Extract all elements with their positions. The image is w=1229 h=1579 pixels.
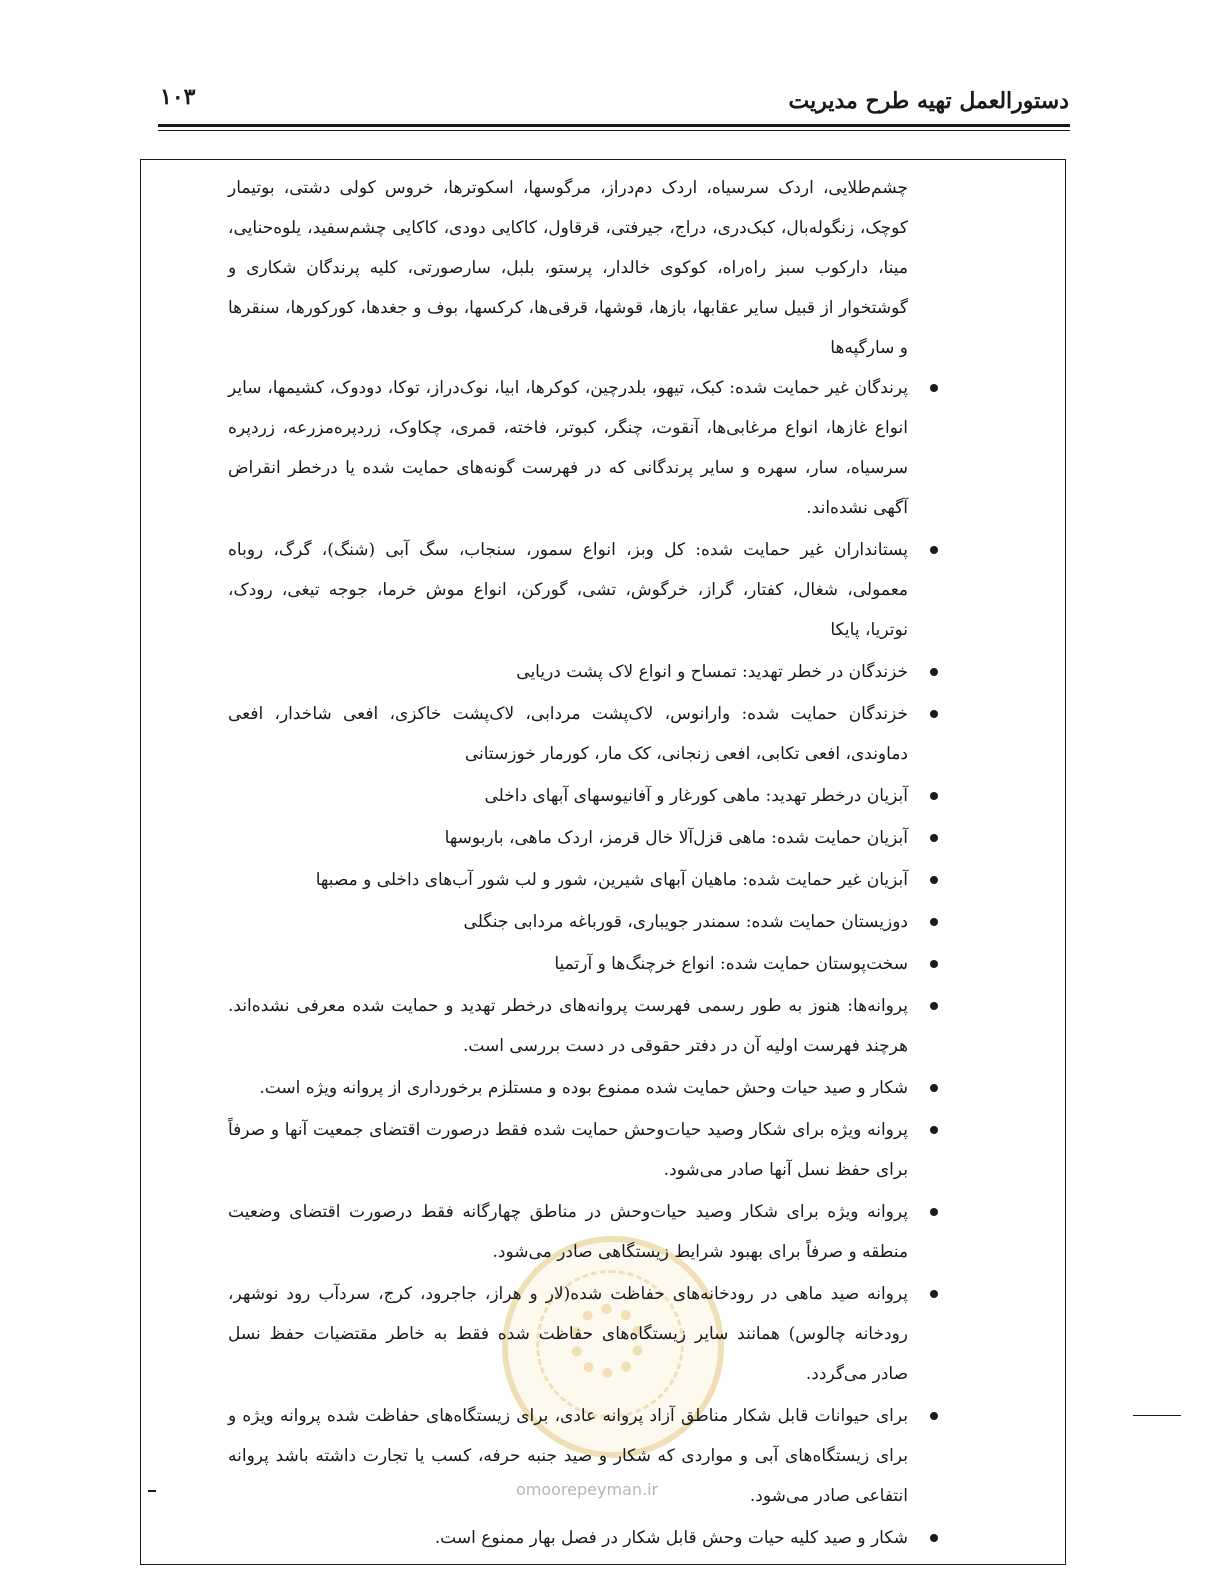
page-number: ۱۰۳ (160, 84, 196, 110)
bullet-icon (930, 792, 938, 800)
list-item-text: دوزیستان حمایت شده: سمندر جویباری، قورباغه مردابی جنگلی (463, 912, 908, 932)
list-item-text: آبزیان حمایت شده: ماهی قزل‌آلا خال قرمز، اردک ماهی، باربوسها (444, 828, 908, 848)
list-item-text: پستانداران غیر حمایت شده: کل وبز، انواع سمور، سنجاب، سگ آبی (شنگ)، گرگ، روباه معمولی، شغال، کفتار، گراز، خرگوش، تشی، گورکن، انواع موش خرما، جوجه تیغی، رودک، نوتریا، پایکا (228, 540, 908, 640)
header-rule-thin (158, 130, 1070, 131)
watermark-url: omoorepeyman.ir (516, 1480, 659, 1499)
list-item-text: آبزیان غیر حمایت شده: ماهیان آبهای شیرین، شور و لب شور آب‌های داخلی و مصبها (315, 870, 908, 890)
bullet-icon (930, 1412, 938, 1420)
edge-mark (1133, 1415, 1181, 1416)
bullet-icon (930, 1290, 938, 1298)
list-item (228, 652, 908, 692)
list-item-text: پرندگان غیر حمایت شده: کبک، تیهو، بلدرچین، کوکرها، ابیا، نوک‌دراز، توکا، دودوک، کشیمها، سایر انواع غازها، انواع مرغابی‌ها، آنقوت، چنگر، کبوتر، فاخته، قمری، چکاوک، زردپره‌مزرعه، زردپره سرسیاه، سار، سهره و سایر پرندگانی که در فهرست گونه‌های حمایت شده یا درخطر انقراض آگهی نشده‌اند. (228, 378, 908, 518)
list-item-text: خزندگان در خطر تهدید: تمساح و انواع لاک پشت دریایی (516, 662, 908, 682)
bullet-icon (930, 1084, 938, 1092)
list-item (228, 1192, 908, 1272)
list-item (228, 902, 908, 942)
bullet-icon (930, 668, 938, 676)
list-item-text: پروانه‌ها: هنوز به طور رسمی فهرست پروانه‌های درخطر تهدید و حمایت شده معرفی نشده‌اند. هرچند فهرست اولیه آن در دفتر حقوقی در دست بررسی است. (228, 996, 908, 1056)
bullet-icon (930, 834, 938, 842)
bullet-icon (930, 710, 938, 718)
list-item (228, 530, 908, 650)
list-item-text: خزندگان حمایت شده: وارانوس، لاک‌پشت مردابی، لاک‌پشت خاکزی، افعی شاخدار، افعی دماوندی، افعی تکابی، افعی زنجانی، کک مار، کورمار خوزستانی (228, 704, 908, 764)
list-item-text: پروانه صید ماهی در رودخانه‌های حفاظت شده(لار و هراز، جاجرود، کرج، سردآب رود نوشهر، رودخانه چالوس) همانند سایر زیستگاه‌های حفاظت شده فقط به خاطر مقتضیات حفظ نسل صادر می‌گردد. (228, 1284, 908, 1384)
list-item (228, 944, 908, 984)
bullet-icon (930, 1002, 938, 1010)
list-item (228, 694, 908, 774)
list-item (228, 1110, 908, 1190)
list-item (228, 1274, 908, 1394)
bullet-icon (930, 1208, 938, 1216)
list-item-text: سخت‌پوستان حمایت شده: انواع خرچنگ‌ها و آرتمیا (554, 954, 908, 974)
bullet-icon (930, 1126, 938, 1134)
list-item (228, 1518, 908, 1558)
list-item-text: آبزیان درخطر تهدید: ماهی کورغار و آفانیوسهای آبهای داخلی (484, 786, 908, 806)
list-item-text: برای حیوانات قابل شکار مناطق آزاد پروانه عادی، برای زیستگاه‌های حفاظت شده پروانه ویژه و برای زیستگاه‌های آبی و مواردی که شکار و صید جنبه حرفه، کسب یا تجارت داشته باشد پروانه انتفاعی صادر می‌شود. (228, 1406, 908, 1506)
list-item (228, 1068, 908, 1108)
bullet-list (228, 368, 908, 1558)
bullet-icon (930, 876, 938, 884)
header-rule-thick (158, 124, 1070, 127)
list-item (228, 986, 908, 1066)
list-item-text: شکار و صید حیات وحش حمایت شده ممنوع بوده و مستلزم برخورداری از پروانه ویژه است. (259, 1078, 908, 1098)
list-item (228, 860, 908, 900)
bullet-icon (930, 960, 938, 968)
bullet-icon (930, 384, 938, 392)
list-item (228, 776, 908, 816)
bullet-icon (930, 1534, 938, 1542)
bullet-icon (930, 546, 938, 554)
intro-paragraph: چشم‌طلایی، اردک سرسیاه، اردک دم‌دراز، مرگوسها، اسکوترها، خروس کولی دشتی، بوتیمار کوچک، زنگوله‌بال، کبک‌دری، دراج، جیرفتی، قرقاول، کاکایی دودی، کاکایی چشم‌سفید، یلوه‌حنایی، مینا، دارکوب سبز راه‌راه، کوکوی خالدار، پرستو، بلبل، سارصورتی، کلیه پرندگان شکاری و گوشتخوار از قبیل سایر عقابها، بازها، قوشها، قرقی‌ها، کرکسها، بوف و جغدها، کورکورها، سنقرها و سارگپه‌ها (228, 178, 908, 358)
list-item (228, 818, 908, 858)
list-item-text: پروانه ویژه برای شکار وصید حیات‌وحش در مناطق چهارگانه فقط درصورت اقتضای وضعیت منطقه و صرفاً برای بهبود شرایط زیستگاهی صادر می‌شود. (228, 1202, 908, 1262)
list-item-text: پروانه ویژه برای شکار وصید حیات‌وحش حمایت شده فقط درصورت اقتضای جمعیت آنها و صرفاً برای حفظ نسل آنها صادر می‌شود. (228, 1120, 908, 1180)
page-title: دستورالعمل تهیه طرح مدیریت (788, 88, 1069, 114)
list-item (228, 368, 908, 528)
edge-tick (148, 1490, 156, 1492)
list-item-text: شکار و صید کلیه حیات وحش قابل شکار در فصل بهار ممنوع است. (434, 1528, 908, 1548)
content (228, 168, 908, 1560)
bullet-icon (930, 918, 938, 926)
